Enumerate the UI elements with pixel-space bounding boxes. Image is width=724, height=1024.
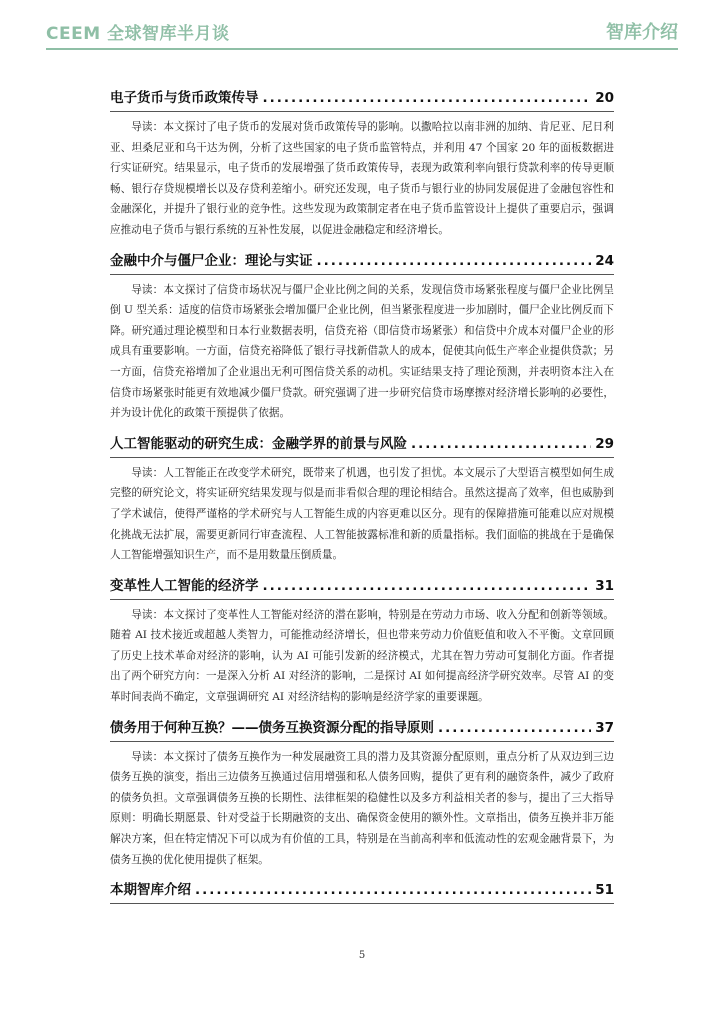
toc-entry-title[interactable]: 本期智库介绍 [110, 882, 191, 899]
toc-entry-summary: 导读：本文探讨了信贷市场状况与僵尸企业比例之间的关系，发现信贷市场紧张程度与僵尸企业比例呈倒 U 型关系：适度的信贷市场紧张会增加僵尸企业比例，但当紧张程度进一步加剧时，僵尸企业比例反而下降。研究通过理论模型和日本行业数据表明，信贷充裕（即信贷市场紧张）和信贷中介成本对僵尸企业的形成具有重要影响。一方面，信贷充裕降低了银行寻找新借款人的成本，促使其向低生产率企业提供贷款；另一方面，信贷充裕增加了企业退出无利可图信贷关系的动机。实证结果支持了理论预测，并表明资本注入在信贷市场紧张时能更有效地减少僵尸贷款。研究强调了进一步研究信贷市场摩擦对经济增长影响的必要性，并为设计优化的政策干预提供了依据。 [110, 283, 614, 420]
toc-entry-title[interactable]: 变革性人工智能的经济学 [110, 577, 259, 594]
toc-leader-dots [195, 880, 591, 900]
toc-leader-dots [438, 718, 591, 738]
toc-divider [110, 457, 614, 458]
toc-divider [110, 741, 614, 742]
toc-entry-page[interactable]: 37 [595, 719, 614, 736]
toc-entry-heading[interactable] [110, 88, 614, 108]
toc-leader-dots [263, 88, 592, 108]
toc-entry[interactable] [110, 434, 614, 566]
toc-divider [110, 111, 614, 112]
toc-entry-heading[interactable] [110, 251, 614, 271]
page-number: 5 [358, 950, 366, 961]
toc-leader-dots [317, 251, 592, 271]
toc-entry-title[interactable]: 金融中介与僵尸企业：理论与实证 [110, 252, 313, 269]
toc-entry[interactable] [110, 576, 614, 708]
toc-entry-title[interactable]: 电子货币与货币政策传导 [110, 90, 259, 106]
toc-entry[interactable] [110, 88, 614, 241]
toc-entry-summary: 导读：本文探讨了电子货币的发展对货币政策传导的影响。以撒哈拉以南非洲的加纳、肯尼亚、尼日利亚、坦桑尼亚和乌干达为例，分析了这些国家的电子货币监管特点，并利用 47 个国家 20 年的面板数据进行实证研究。结果显示，电子货币的发展增强了货币政策传导，表现为政策利率向银行贷款利率的传导更顺畅、银行存贷规模增长以及存贷利差缩小。研究还发现，电子货币与银行业的协同发展促进了金融包容性和金融深化，并提升了银行业的竞争性。这些发现为政策制定者在电子货币监管设计上提供了重要启示，强调应推动电子货币与银行系统的互补性发展，以促进金融稳定和经济增长。 [110, 121, 614, 236]
toc-entry-title[interactable]: 债务用于何种互换？——债务互换资源分配的指导原则 [110, 719, 434, 736]
toc-divider [110, 599, 614, 600]
toc-entry-heading[interactable] [110, 718, 614, 738]
toc-entry-title[interactable]: 人工智能驱动的研究生成：金融学界的前景与风险 [110, 435, 407, 452]
toc-entry[interactable] [110, 251, 614, 424]
section-title: 智库介绍 [606, 22, 678, 43]
toc-entry-page[interactable]: 24 [595, 252, 614, 269]
toc-entry-summary: 导读：本文探讨了变革性人工智能对经济的潜在影响，特别是在劳动力市场、收入分配和创新等领域。随着 AI 技术接近或超越人类智力，可能推动经济增长，但也带来劳动力价值贬值和收入不平衡。文章回顾了历史上技术革命对经济的影响，认为 AI 可能引发新的经济模式，尤其在智力劳动可复制化方面。作者提出了两个研究方向：一是深入分析 AI 对经济的影响，二是探讨 AI 如何提高经济学研究效率。尽管 AI 的变革时间表尚不确定，文章强调研究 AI 对经济结构的影响是经济学家的重要课题。 [110, 608, 614, 704]
toc-entry-page[interactable]: 20 [595, 90, 614, 106]
toc-leader-dots [263, 576, 592, 596]
toc-entry-heading[interactable] [110, 434, 614, 454]
toc-leader-dots [411, 434, 591, 454]
toc-entry-heading[interactable] [110, 576, 614, 596]
toc-divider [110, 903, 614, 904]
toc-entry-heading[interactable] [110, 880, 614, 900]
toc-divider [110, 274, 614, 275]
toc-entry-page[interactable]: 29 [595, 435, 614, 452]
toc-entry-summary: 导读：人工智能正在改变学术研究，既带来了机遇，也引发了担忧。本文展示了大型语言模型如何生成完整的研究论文，将实证研究结果发现与似是而非看似合理的理论相结合。虽然这提高了效率，但也威胁到了学术诚信，使得严谨格的学术研究与人工智能生成的内容更难以区分。现有的保障措施可能难以应对规模化挑战无法扩展，需要更新同行审查流程、人工智能披露标准和新的质量指标。我们面临的挑战在于是确保人工智能增强知识生产，而不是用数量压倒质量。 [110, 466, 614, 562]
toc-entry-summary: 导读：本文探讨了债务互换作为一种发展融资工具的潜力及其资源分配原则，重点分析了从双边到三边债务互换的演变，指出三边债务互换通过信用增强和私人债务回购，提供了更有利的融资条件，减少了政府的债务负担。文章强调债务互换的长期性、法律框架的稳健性以及多方利益相关者的参与，提出了三大指导原则：明确长期愿景、针对受益于长期融资的支出、确保资金使用的额外性。文章指出，债务互换并非万能解决方案，但在特定情况下可以成为有价值的工具，特别是在当前高利率和低流动性的宏观金融背景下，为债务互换的优化使用提供了框架。 [110, 750, 614, 866]
table-of-contents [110, 88, 614, 914]
toc-entry[interactable] [110, 718, 614, 871]
publication-title: CEEM 全球智库半月谈 [46, 24, 230, 44]
page-header [46, 20, 678, 50]
toc-entry-page[interactable]: 31 [595, 577, 614, 594]
toc-entry-page[interactable]: 51 [595, 882, 614, 899]
toc-entry[interactable] [110, 880, 614, 904]
